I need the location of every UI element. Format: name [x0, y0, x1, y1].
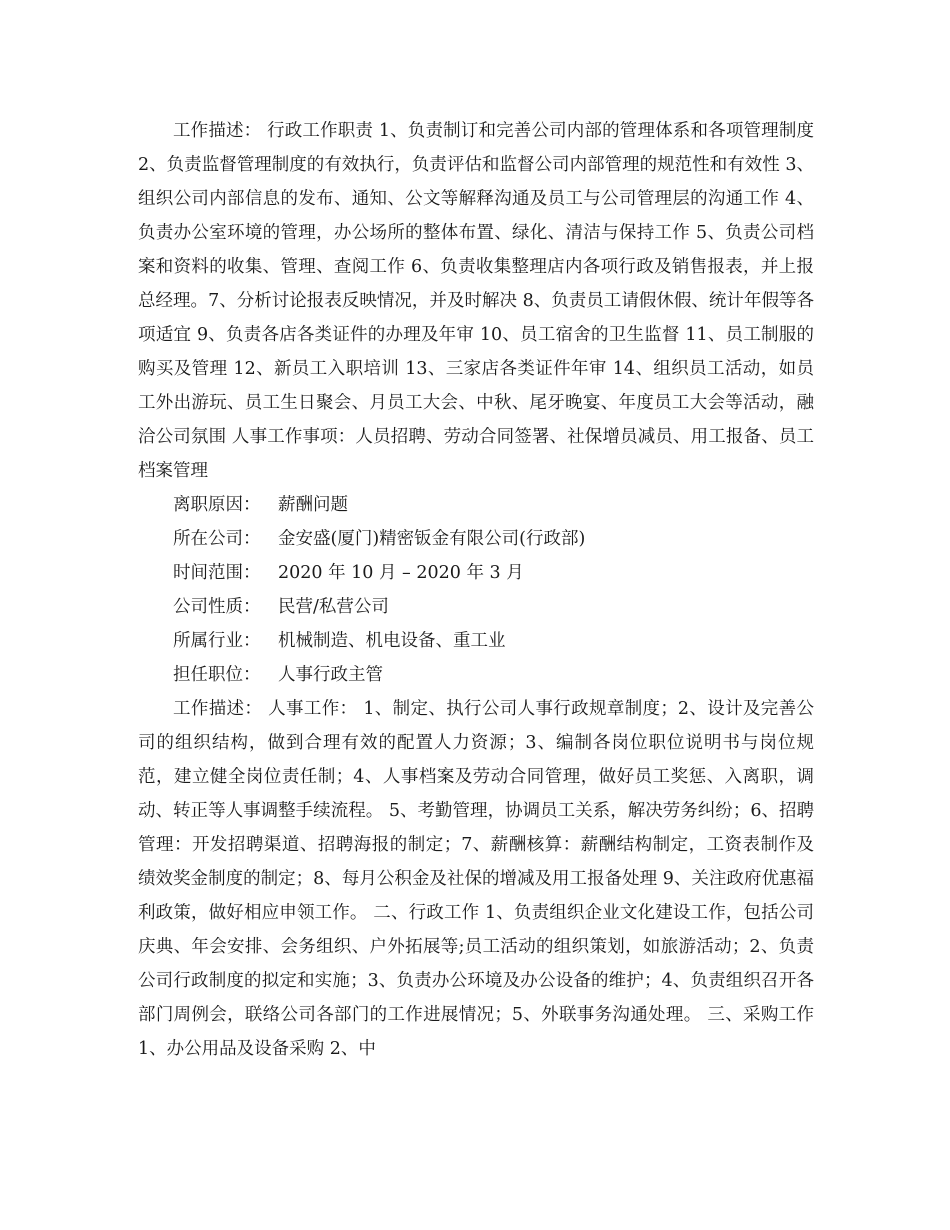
company-nature-label: 公司性质： [173, 597, 261, 617]
position-label: 担任职位： [173, 665, 261, 685]
leave-reason-label: 离职原因： [173, 495, 261, 515]
job1-leave-reason [138, 488, 814, 522]
job1-description: 工作描述： 行政工作职责 1、负责制订和完善公司内部的管理体系和各项管理制度 2、负责监督管理制度的有效执行，负责评估和监督公司内部管理的规范性和有效性 3、组织公司内部信息的发布、通知、公文等解释沟通及员工与公司管理层的沟通工作 4、负责办公室环境的管理，办公场所的整体布置、绿化、清洁与保持工作 5、负责公司档案和资料的收集、管理、查阅工作 6、负责收集整理店内各项行政及销售报表，并上报总经理。7、分析讨论报表反映情况，并及时解决 8、负责员工请假休假、统计年假等各项适宜 9、负责各店各类证件的办理及年审 10、员工宿舍的卫生监督 11、员工制服的购买及管理 12、新员工入职培训 13、三家店各类证件年审 14、组织员工活动，如员工外出游玩、员工生日聚会、月员工大会、中秋、尾牙晚宴、年度员工大会等活动，融洽公司氛围 人事工作事项：人员招聘、劳动合同签署、社保增员减员、用工报备、员工档案管理 [138, 121, 814, 481]
job2-period [138, 556, 814, 590]
job2-industry [138, 624, 814, 658]
job2-description: 工作描述： 人事工作： 1、制定、执行公司人事行政规章制度；2、设计及完善公司的组织结构，做到合理有效的配置人力资源；3、编制各岗位职位说明书与岗位规范，建立健全岗位责任制；4、人事档案及劳动合同管理，做好员工奖惩、入离职，调动、转正等人事调整手续流程。 5、考勤管理，协调员工关系，解决劳务纠纷；6、招聘管理：开发招聘渠道、招聘海报的制定；7、薪酬核算：薪酬结构制定，工资表制作及绩效奖金制度的制定；8、每月公积金及社保的增减及用工报备处理 9、关注政府优惠福利政策，做好相应申领工作。 二、行政工作 1、负责组织企业文化建设工作，包括公司庆典、年会安排、会务组织、户外拓展等;员工活动的组织策划，如旅游活动；2、负责公司行政制度的拟定和实施；3、负责办公环境及办公设备的维护；4、负责组织召开各部门周例会，联络公司各部门的工作进展情况；5、外联事务沟通处理。 三、采购工作 1、办公用品及设备采购 2、中 [138, 699, 814, 1059]
job2-company [138, 522, 814, 556]
company-nature-value: 民营/私营公司 [278, 597, 389, 617]
job2-company-nature [138, 590, 814, 624]
leave-reason-value: 薪酬问题 [278, 495, 348, 515]
job2-position [138, 658, 814, 692]
company-value: 金安盛(厦门)精密钣金有限公司(行政部) [278, 529, 586, 549]
position-value: 人事行政主管 [278, 665, 383, 685]
industry-label: 所属行业： [173, 631, 261, 651]
company-label: 所在公司： [173, 529, 261, 549]
period-value: 2020 年 10 月 – 2020 年 3 月 [278, 563, 524, 583]
period-label: 时间范围： [173, 563, 261, 583]
industry-value: 机械制造、机电设备、重工业 [278, 631, 506, 651]
document-body [138, 114, 814, 1066]
